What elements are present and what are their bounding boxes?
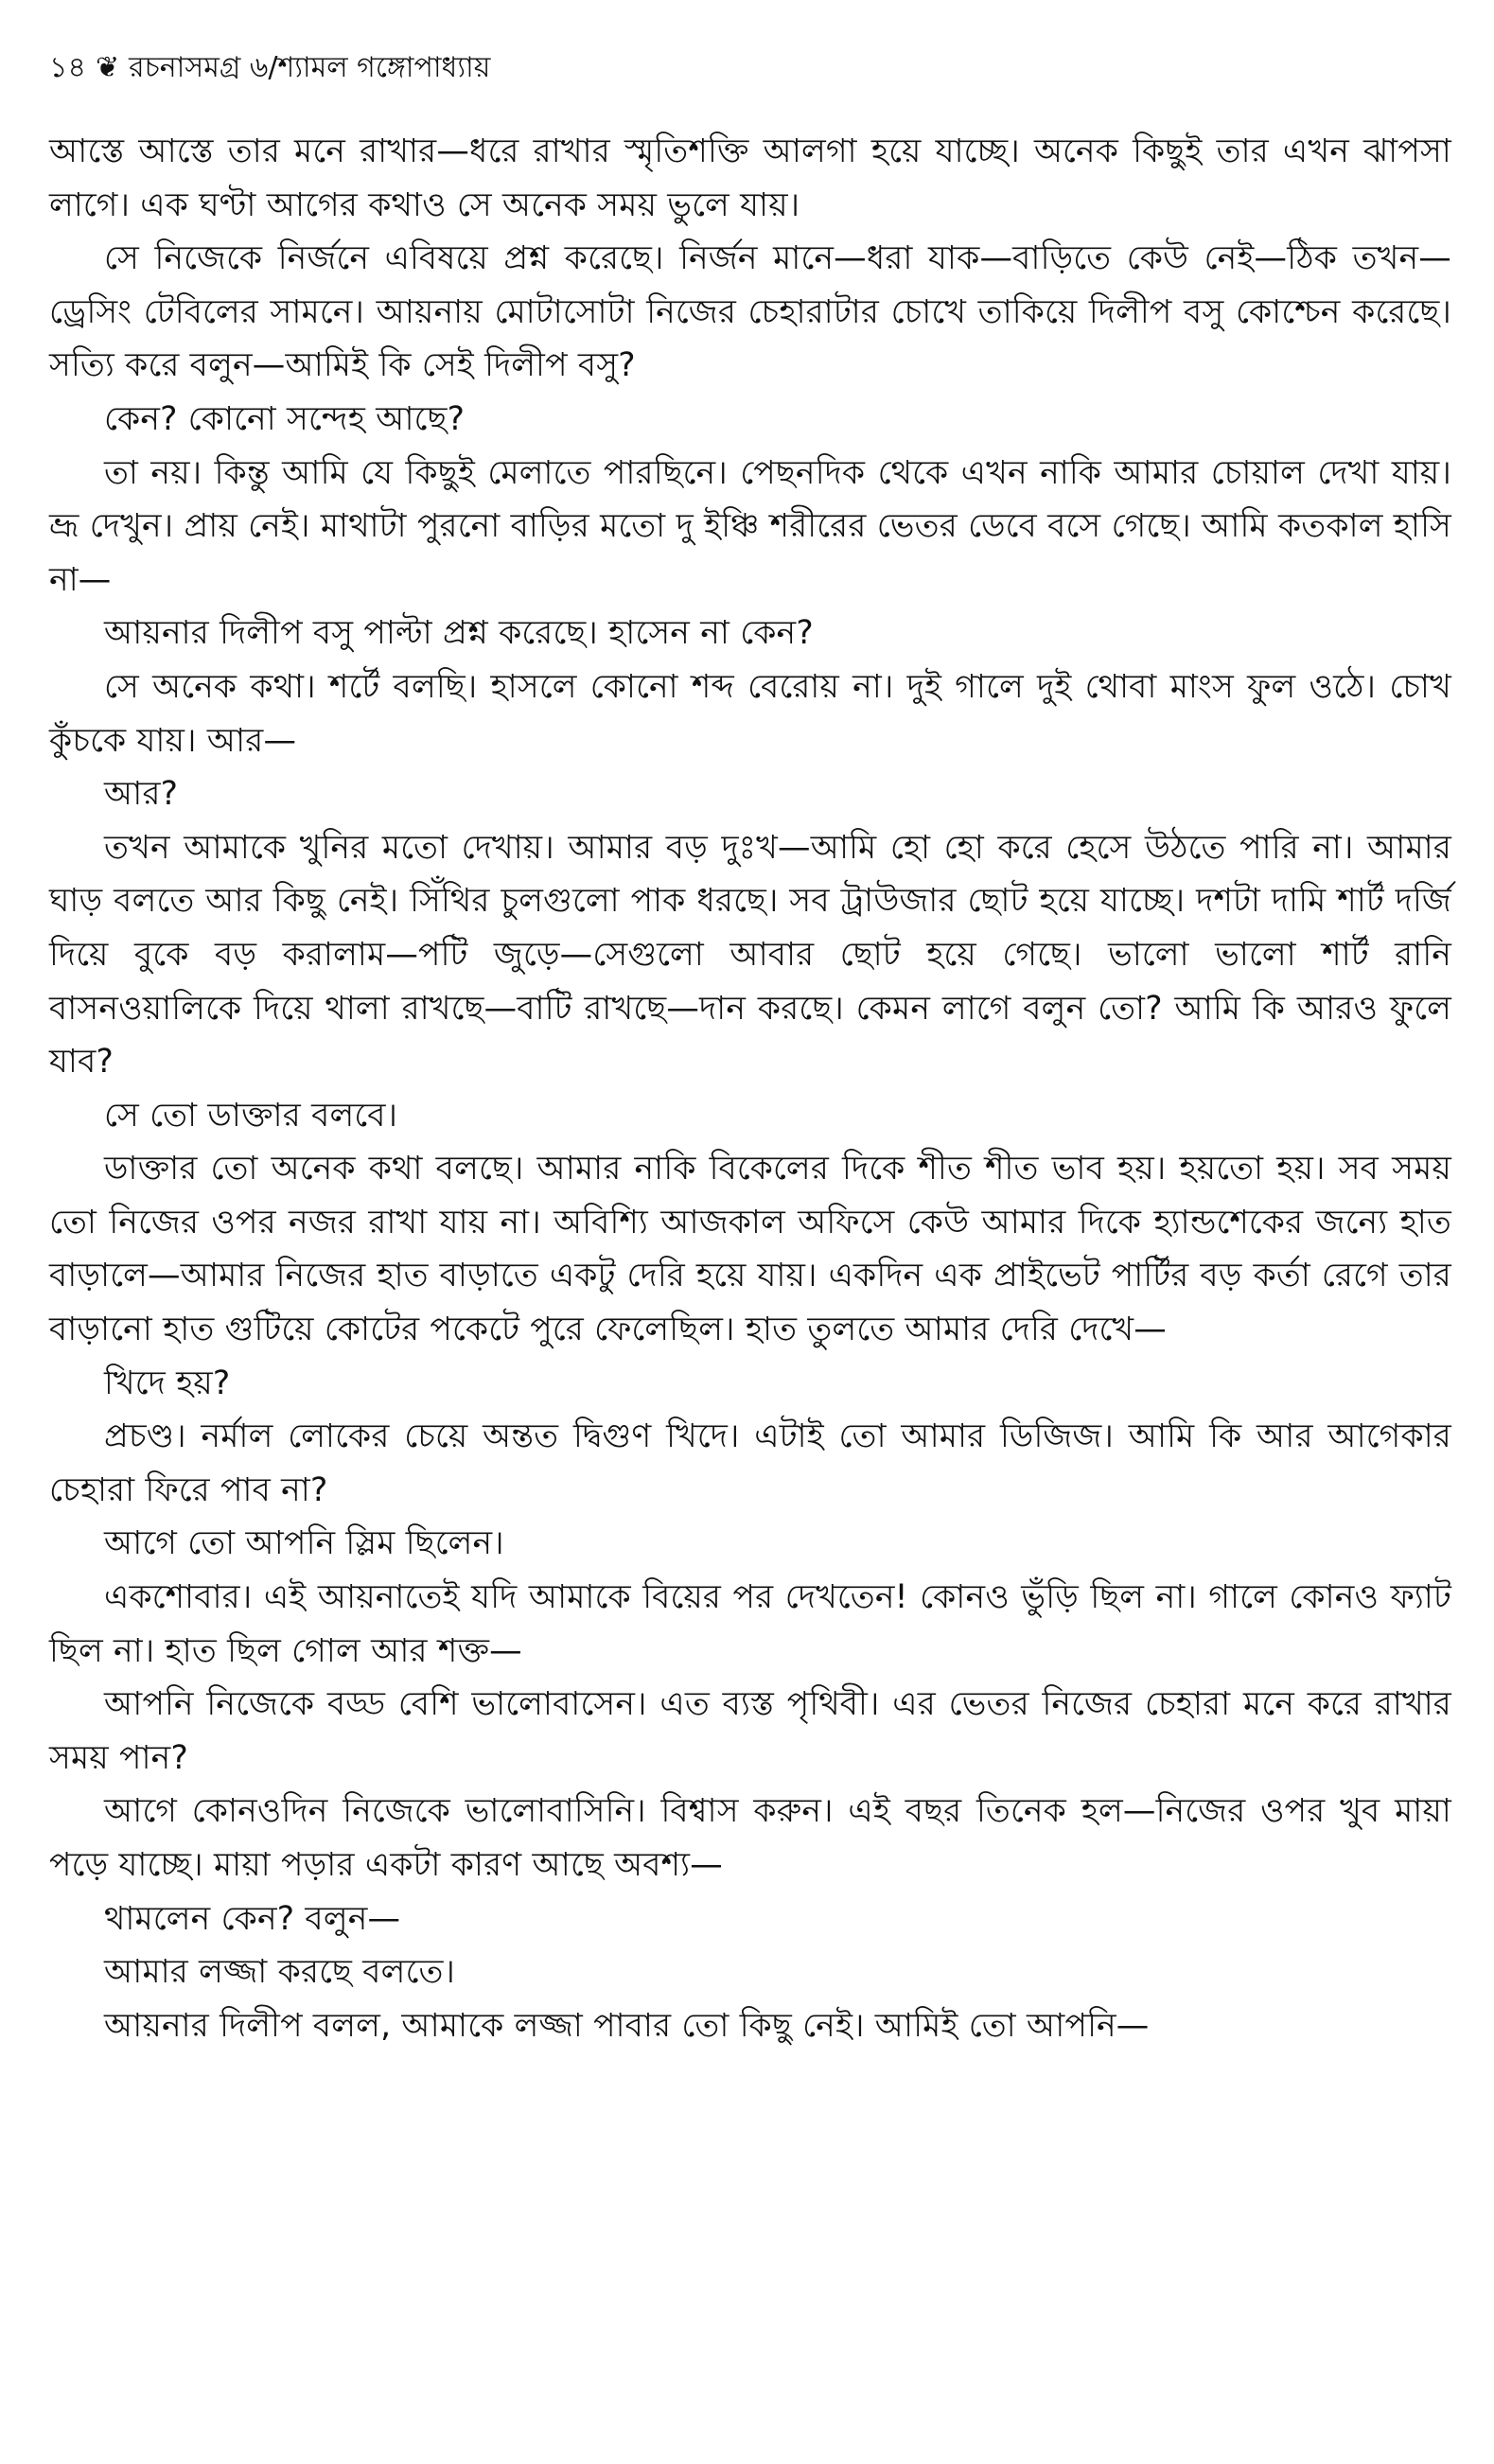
paragraph: আপনি নিজেকে বড্ড বেশি ভালোবাসেন। এত ব্যস্ত পৃথিবী। এর ভেতর নিজের চেহারা মনে করে রাখার সময় পান? (49, 1685, 1451, 1777)
paragraph: একশোবার। এই আয়নাতেই যদি আমাকে বিয়ের পর দেখতেন! কোনও ভুঁড়ি ছিল না। গালে কোনও ফ্যাট ছিল না। হাত ছিল গোল আর শক্ত— (49, 1578, 1451, 1670)
paragraph: আস্তে আস্তে তার মনে রাখার—ধরে রাখার স্মৃতিশক্তি আলগা হয়ে যাচ্ছে। অনেক কিছুই তার এখন ঝাপসা লাগে। এক ঘণ্টা আগের কথাও সে অনেক সময় ভুলে যায়। (49, 132, 1451, 224)
paragraph: ডাক্তার তো অনেক কথা বলছে। আমার নাকি বিকেলের দিকে শীত শীত ভাব হয়। হয়তো হয়। সব সময় তো নিজের ওপর নজর রাখা যায় না। অবিশ্যি আজকাল অফিসে কেউ আমার দিকে হ্যান্ডশেকের জন্যে হাত বাড়ালে—আমার নিজের হাত বাড়াতে একটু দেরি হয়ে যায়। একদিন এক প্রাইভেট পার্টির বড় কর্তা রেগে তার বাড়ানো হাত গুটিয়ে কোটের পকেটে পুরে ফেলেছিল। হাত তুলতে আমার দেরি দেখে— (49, 1150, 1451, 1349)
paragraph: আয়নার দিলীপ বলল, আমাকে লজ্জা পাবার তো কিছু নেই। আমিই তো আপনি— (104, 2006, 1150, 2045)
paragraph: আমার লজ্জা করছে বলতে। (104, 1953, 456, 1992)
paragraph: আর? (104, 775, 179, 814)
paragraph: প্রচণ্ড। নর্মাল লোকের চেয়ে অন্তত দ্বিগুণ খিদে। এটাই তো আমার ডিজিজ। আমি কি আর আগেকার চেহারা ফিরে পাব না? (49, 1417, 1451, 1509)
running-title: রচনাসমগ্র ৬/শ্যামল গঙ্গোপাধ্যায় (129, 51, 491, 84)
paragraph: তা নয়। কিন্তু আমি যে কিছুই মেলাতে পারছিনে। পেছনদিক থেকে এখন নাকি আমার চোয়াল দেখা যায়। ভ্রূ দেখুন। প্রায় নেই। মাথাটা পুরনো বাড়ির মতো দু ইঞ্চি শরীরের ভেতর ডেবে বসে গেছে। আমি কতকাল হাসি না— (49, 453, 1451, 599)
paragraph: তখন আমাকে খুনির মতো দেখায়। আমার বড় দুঃখ—আমি হো হো করে হেসে উঠতে পারি না। আমার ঘাড় বলতে আর কিছু নেই। সিঁথির চুলগুলো পাক ধরছে। সব ট্রাউজার ছোট হয়ে যাচ্ছে। দশটা দামি শার্ট দর্জি দিয়ে বুকে বড় করালাম—পটি জুড়ে—সেগুলো আবার ছোট হয়ে গেছে। ভালো ভালো শার্ট রানি বাসনওয়ালিকে দিয়ে থালা রাখছে—বাটি রাখছে—দান করছে। কেমন লাগে বলুন তো? আমি কি আরও ফুলে যাব? (49, 828, 1452, 1082)
paragraph: আগে কোনওদিন নিজেকে ভালোবাসিনি। বিশ্বাস করুন। এই বছর তিনেক হল—নিজের ওপর খুব মায়া পড়ে যাচ্ছে। মায়া পড়ার একটা কারণ আছে অবশ্য— (49, 1792, 1451, 1884)
paragraph: সে অনেক কথা। শর্টে বলছি। হাসলে কোনো শব্দ বেরোয় না। দুই গালে দুই থোবা মাংস ফুল ওঠে। চোখ কুঁচকে যায়। আর— (49, 667, 1451, 760)
paragraph: খিদে হয়? (104, 1364, 231, 1402)
flower-ornament-icon: ❦ (95, 51, 120, 84)
page-number: ১৪ (49, 51, 86, 84)
page-body (49, 125, 1451, 2052)
paragraph: সে নিজেকে নির্জনে এবিষয়ে প্রশ্ন করেছে। নির্জন মানে—ধরা যাক—বাড়িতে কেউ নেই—ঠিক তখন—ড্রেসিং টেবিলের সামনে। আয়নায় মোটাসোটা নিজের চেহারাটার চোখে তাকিয়ে দিলীপ বসু কোশ্চেন করেছে। সত্যি করে বলুন—আমিই কি সেই দিলীপ বসু? (49, 239, 1451, 385)
paragraph: সে তো ডাক্তার বলবে। (104, 1096, 398, 1135)
paragraph: কেন? কোনো সন্দেহ আছে? (104, 399, 466, 438)
running-header (49, 45, 1450, 91)
paragraph: আয়নার দিলীপ বসু পাল্টা প্রশ্ন করেছে। হাসেন না কেন? (104, 614, 814, 653)
paragraph: আগে তো আপনি স্লিম ছিলেন। (104, 1524, 504, 1563)
paragraph: থামলেন কেন? বলুন— (104, 1899, 401, 1938)
